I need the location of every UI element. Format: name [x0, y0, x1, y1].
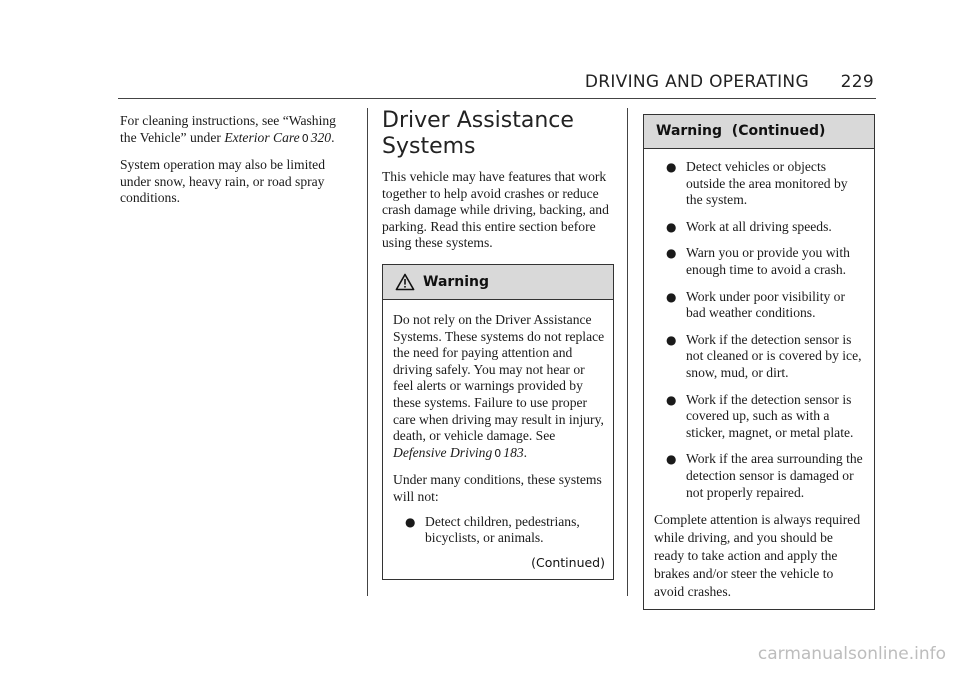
list-item: ● Work if the detection sensor is not cleaned or is covered by ice, snow, mud, or dirt.	[666, 331, 862, 380]
page-number: 229	[840, 72, 874, 92]
xref-page[interactable]: 320	[310, 129, 332, 145]
xref-page[interactable]: 183	[503, 444, 524, 460]
warning-body	[644, 149, 874, 609]
bullet-icon: ●	[666, 289, 677, 304]
xref-title: Defensive Driving	[393, 444, 493, 460]
section-heading: Driver Assistance Systems	[382, 108, 574, 159]
warning-lead-in: Under many conditions, these systems will not:	[393, 472, 602, 504]
warning-bullet-list	[654, 159, 866, 501]
bullet-icon: ●	[666, 392, 677, 407]
list-item: ● Work if the detection sensor is covered up, such as with a sticker, magnet, or metal plate.	[666, 391, 854, 440]
column-divider-right	[627, 108, 628, 596]
continued-label: (Continued)	[531, 554, 605, 570]
warning-box	[382, 264, 614, 580]
warning-icon	[395, 273, 415, 291]
warning-header	[383, 265, 613, 300]
bullet-icon: ●	[666, 160, 677, 174]
warning-title: Warning	[423, 273, 490, 290]
xref-title: Exterior Care	[224, 129, 300, 145]
warning-title: Warning (Continued)	[656, 123, 826, 140]
running-head	[585, 72, 874, 92]
warning-body	[383, 300, 613, 579]
closing-paragraph: Complete attention is always required while driving, and you should be ready to take action and apply the brakes and/or steer the vehicle to avoid crashes.	[654, 512, 861, 600]
list-item: ● Detect children, pedestrians, bicyclists, or animals.	[405, 513, 580, 546]
page-ref-icon: 0	[301, 131, 309, 145]
bullet-icon: ●	[666, 219, 677, 234]
column-1	[120, 113, 345, 217]
column-2	[382, 108, 614, 580]
page-ref-icon: 0	[494, 446, 502, 460]
bullet-icon: ●	[666, 246, 677, 261]
list-item: ● Detect vehicles or objects outside the area monitored by the system.	[666, 159, 848, 208]
warning-paragraph: Do not rely on the Driver Assistance Systems. These systems do not replace the need for paying attention and driving safely. You may not hear or feel alerts or warnings provided by these systems. Failure to use proper care when driving may result in injury, death, or vehicle damage. See Defensive Driving 0 183.	[393, 311, 605, 460]
warning-header	[644, 115, 874, 149]
list-item: ● Work if the area surrounding the detection sensor is damaged or not properly repaired.	[666, 451, 863, 500]
bullet-icon: ●	[405, 514, 416, 529]
bullet-icon: ●	[666, 452, 677, 467]
intro-paragraph: This vehicle may have features that work together to help avoid crashes or reduce crash damage while driving, backing, and parking. Read this entire section before using these systems.	[382, 169, 609, 251]
warning-box-continued	[643, 114, 875, 610]
warning-bullet-list	[393, 514, 605, 547]
column-divider-left	[367, 108, 368, 596]
section-title: DRIVING AND OPERATING	[584, 72, 809, 92]
watermark: carmanualsonline.info	[757, 644, 946, 664]
list-item: ● Work at all driving speeds.	[666, 218, 832, 234]
list-item: ● Warn you or provide you with enough time to avoid a crash.	[666, 245, 850, 277]
list-item: ● Work under poor visibility or bad weather conditions.	[666, 288, 845, 321]
header-rule	[118, 98, 876, 99]
column-3	[643, 114, 875, 610]
cleaning-paragraph: For cleaning instructions, see “Washing the Vehicle” under Exterior Care 0 320.	[120, 113, 336, 145]
bullet-icon: ●	[666, 332, 677, 347]
limitation-paragraph: System operation may also be limited under snow, heavy rain, or road spray conditions.	[120, 157, 326, 206]
